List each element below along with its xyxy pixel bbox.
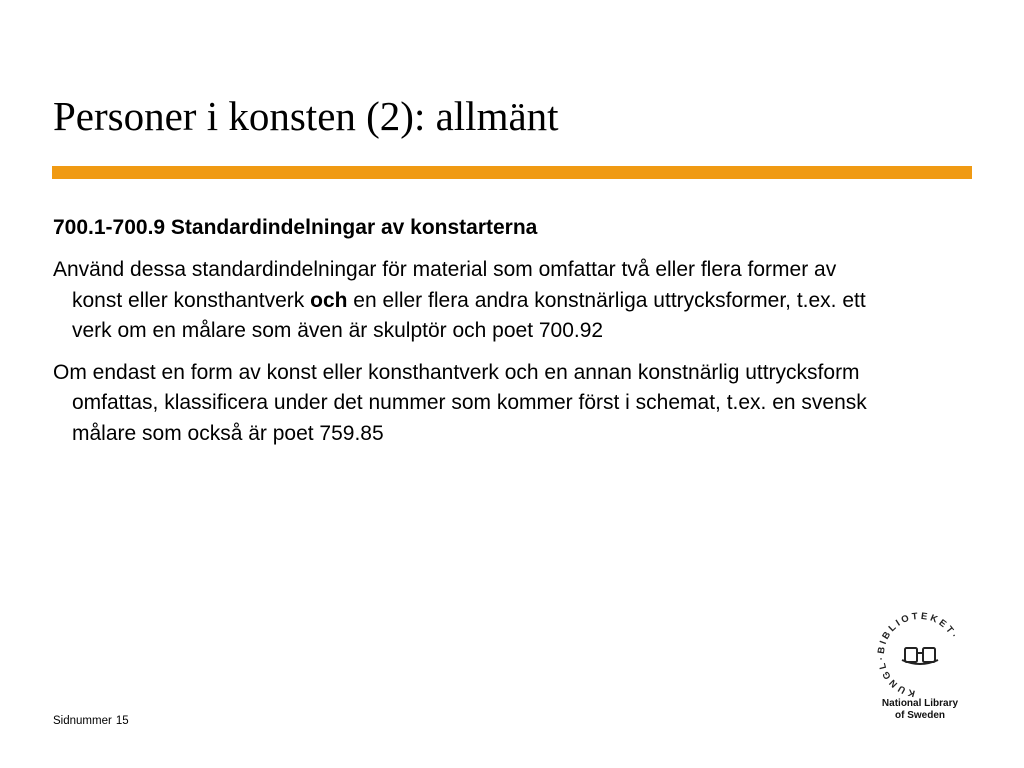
paragraph-1-bold-word: och xyxy=(310,288,348,312)
page-number: 15 xyxy=(115,715,129,727)
slide-body xyxy=(53,213,873,460)
library-seal-icon xyxy=(870,608,970,698)
national-library-logo xyxy=(870,608,970,726)
body-paragraph-2: Om endast en form av konst eller konsthantverk och en annan konstnärlig uttrycksform omfattas, klassificera under det nummer som kommer först i schemat, t.ex. en svensk målare som också är poet 759.85 xyxy=(53,360,867,445)
paragraph-1-text-end: en eller flera andra konstnärliga uttrycksformer, t.ex. ett verk om en målare som även är skulptör och poet 700.92 xyxy=(72,288,866,342)
page-number-label: Sidnummer xyxy=(53,715,112,727)
library-name xyxy=(870,698,970,721)
title-divider xyxy=(52,166,972,179)
paragraph-1-text-start: Använd dessa standardindelningar för material som omfattar två eller flera former av konst eller konsthantverk xyxy=(53,258,837,312)
body-paragraph-1 xyxy=(53,255,873,347)
slide-title: Personer i konsten (2): allmänt xyxy=(53,93,559,139)
library-name-line-2: of Sweden xyxy=(894,709,945,721)
slide-footer xyxy=(53,714,129,728)
section-heading: 700.1-700.9 Standardindelningar av konstarterna xyxy=(53,216,538,239)
library-name-line-1: National Library xyxy=(881,698,959,709)
svg-text:KUNGL·BIBLIOTEKET·: KUNGL·BIBLIOTEKET· xyxy=(875,610,961,698)
